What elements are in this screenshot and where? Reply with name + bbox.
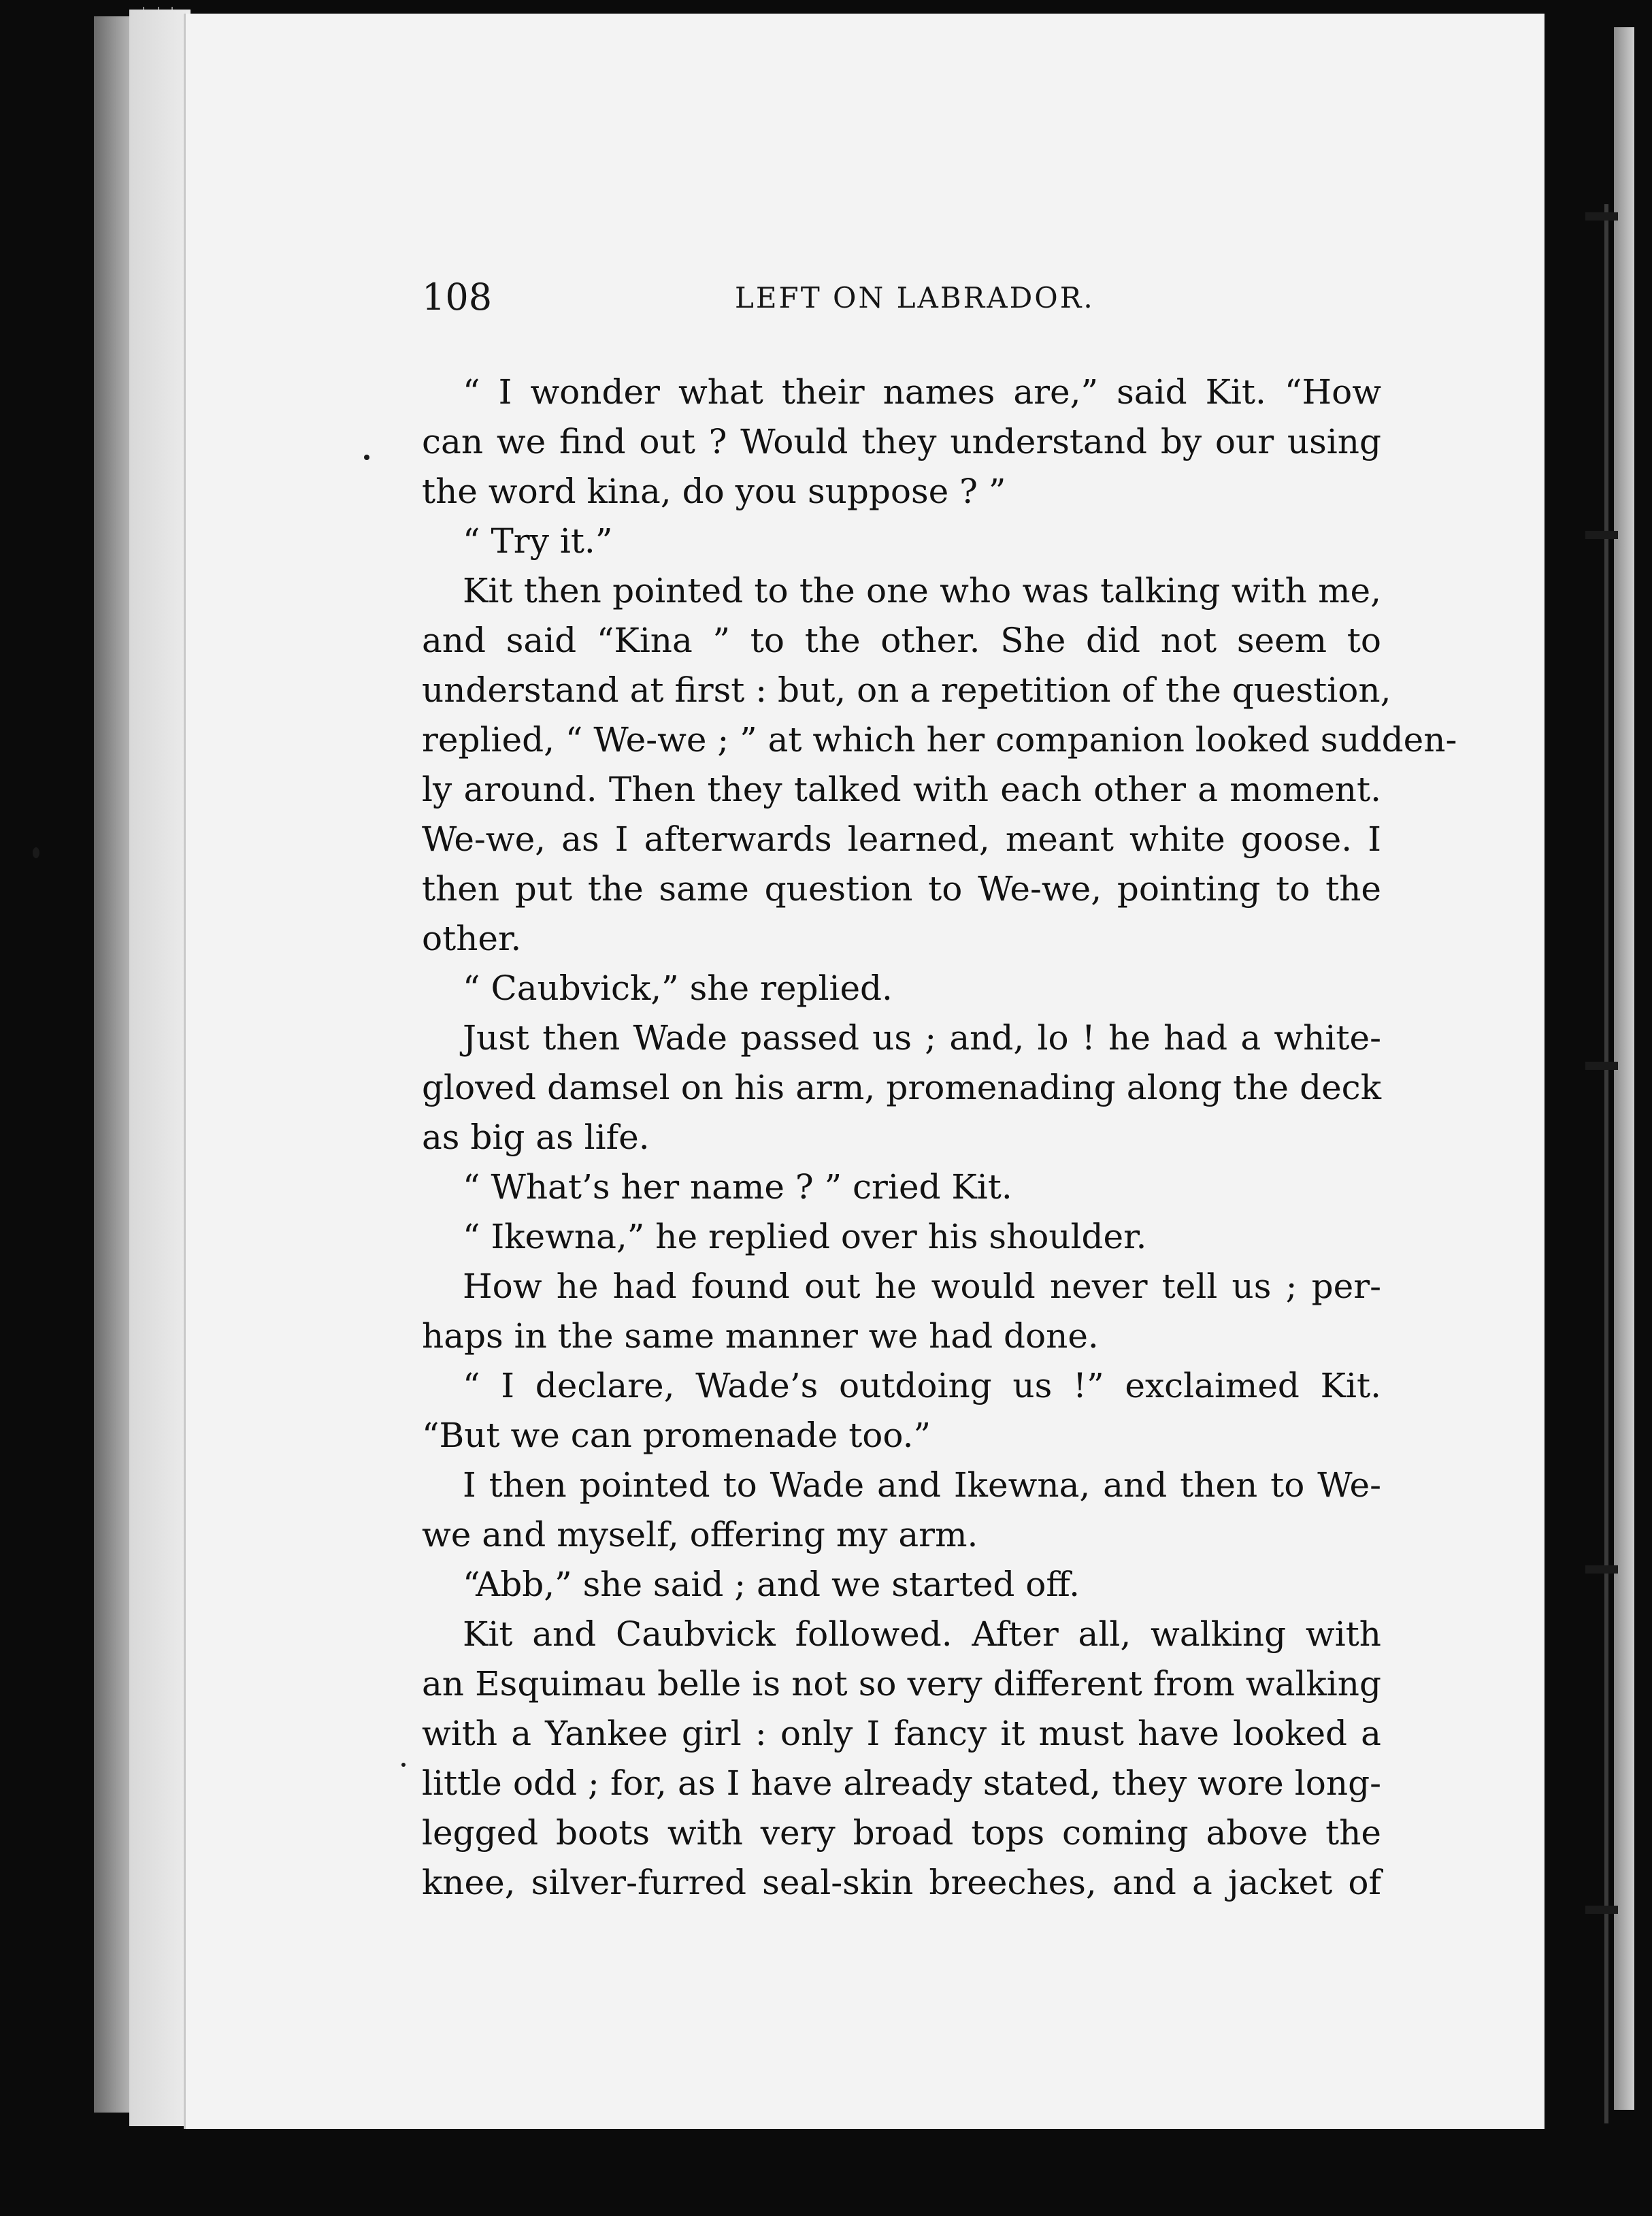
text-line: We-we, as I afterwards learned, meant white goose. I xyxy=(422,819,1381,859)
text-line: then put the same question to We-we, pointing to the xyxy=(422,869,1381,909)
text-line: other. xyxy=(422,919,522,958)
text-line: Just then Wade passed us ; and, lo ! he had a white- xyxy=(463,1018,1381,1058)
text-line: replied, “ We-we ; ” at which her companion looked sudden- xyxy=(422,720,1457,760)
text-line: and said “Kina ” to the other. She did not seem to xyxy=(422,621,1381,660)
binding-stitch xyxy=(1585,212,1618,221)
body-text xyxy=(422,368,1457,1908)
text-line: “ Ikewna,” he replied over his shoulder. xyxy=(463,1217,1147,1256)
text-line: “ Caubvick,” she replied. xyxy=(463,968,893,1008)
text-line: gloved damsel on his arm, promenading along the deck xyxy=(422,1068,1381,1107)
text-line: I then pointed to Wade and Ikewna, and then to We- xyxy=(463,1465,1381,1505)
binding-stitch xyxy=(1585,531,1618,539)
ink-speck xyxy=(364,455,369,460)
binding-stitch xyxy=(1585,1062,1618,1070)
text-line: with a Yankee girl : only I fancy it must have looked a xyxy=(422,1714,1381,1753)
text-line: haps in the same manner we had done. xyxy=(422,1316,1099,1356)
text-line: Kit then pointed to the one who was talking with me, xyxy=(463,571,1381,610)
text-line: knee, silver-furred seal-skin breeches, and a jacket of xyxy=(422,1863,1381,1902)
text-line: the word kina, do you suppose ? ” xyxy=(422,472,1006,511)
text-line: little odd ; for, as I have already stated, they wore long- xyxy=(422,1763,1381,1803)
page-stack-shadow xyxy=(129,10,191,2126)
text-line: ly around. Then they talked with each other a moment. xyxy=(422,770,1381,809)
text-line: “ I wonder what their names are,” said Kit. “How xyxy=(463,372,1381,412)
ink-speck xyxy=(33,847,39,858)
text-line: How he had found out he would never tell us ; per- xyxy=(463,1267,1381,1306)
text-line: can we find out ? Would they understand by our using xyxy=(422,422,1381,461)
text-line: “ What’s her name ? ” cried Kit. xyxy=(463,1167,1012,1207)
binding-stitch xyxy=(1585,1906,1618,1914)
running-title: LEFT ON LABRADOR. xyxy=(735,281,1095,314)
text-line: “Abb,” she said ; and we started off. xyxy=(463,1565,1080,1604)
binding-gutter xyxy=(1544,0,1652,2216)
ink-speck xyxy=(401,1763,406,1767)
text-line: “ Try it.” xyxy=(463,521,613,561)
text-line: “ I declare, Wade’s outdoing us !” exclaimed Kit. xyxy=(463,1366,1381,1405)
text-line: an Esquimau belle is not so very different from walking xyxy=(422,1664,1381,1704)
text-line: “But we can promenade too.” xyxy=(422,1416,931,1455)
page-number: 108 xyxy=(422,276,493,319)
running-header xyxy=(422,276,1381,330)
text-line: Kit and Caubvick followed. After all, walking with xyxy=(463,1614,1381,1654)
binding-stitch xyxy=(1585,1565,1618,1574)
text-line: legged boots with very broad tops coming above the xyxy=(422,1813,1381,1853)
book-cover-edge xyxy=(94,16,135,2113)
text-line: we and myself, offering my arm. xyxy=(422,1515,978,1554)
text-line: as big as life. xyxy=(422,1118,650,1157)
text-line: understand at first : but, on a repetition of the question, xyxy=(422,670,1391,710)
binding-thread xyxy=(1604,204,1608,2123)
